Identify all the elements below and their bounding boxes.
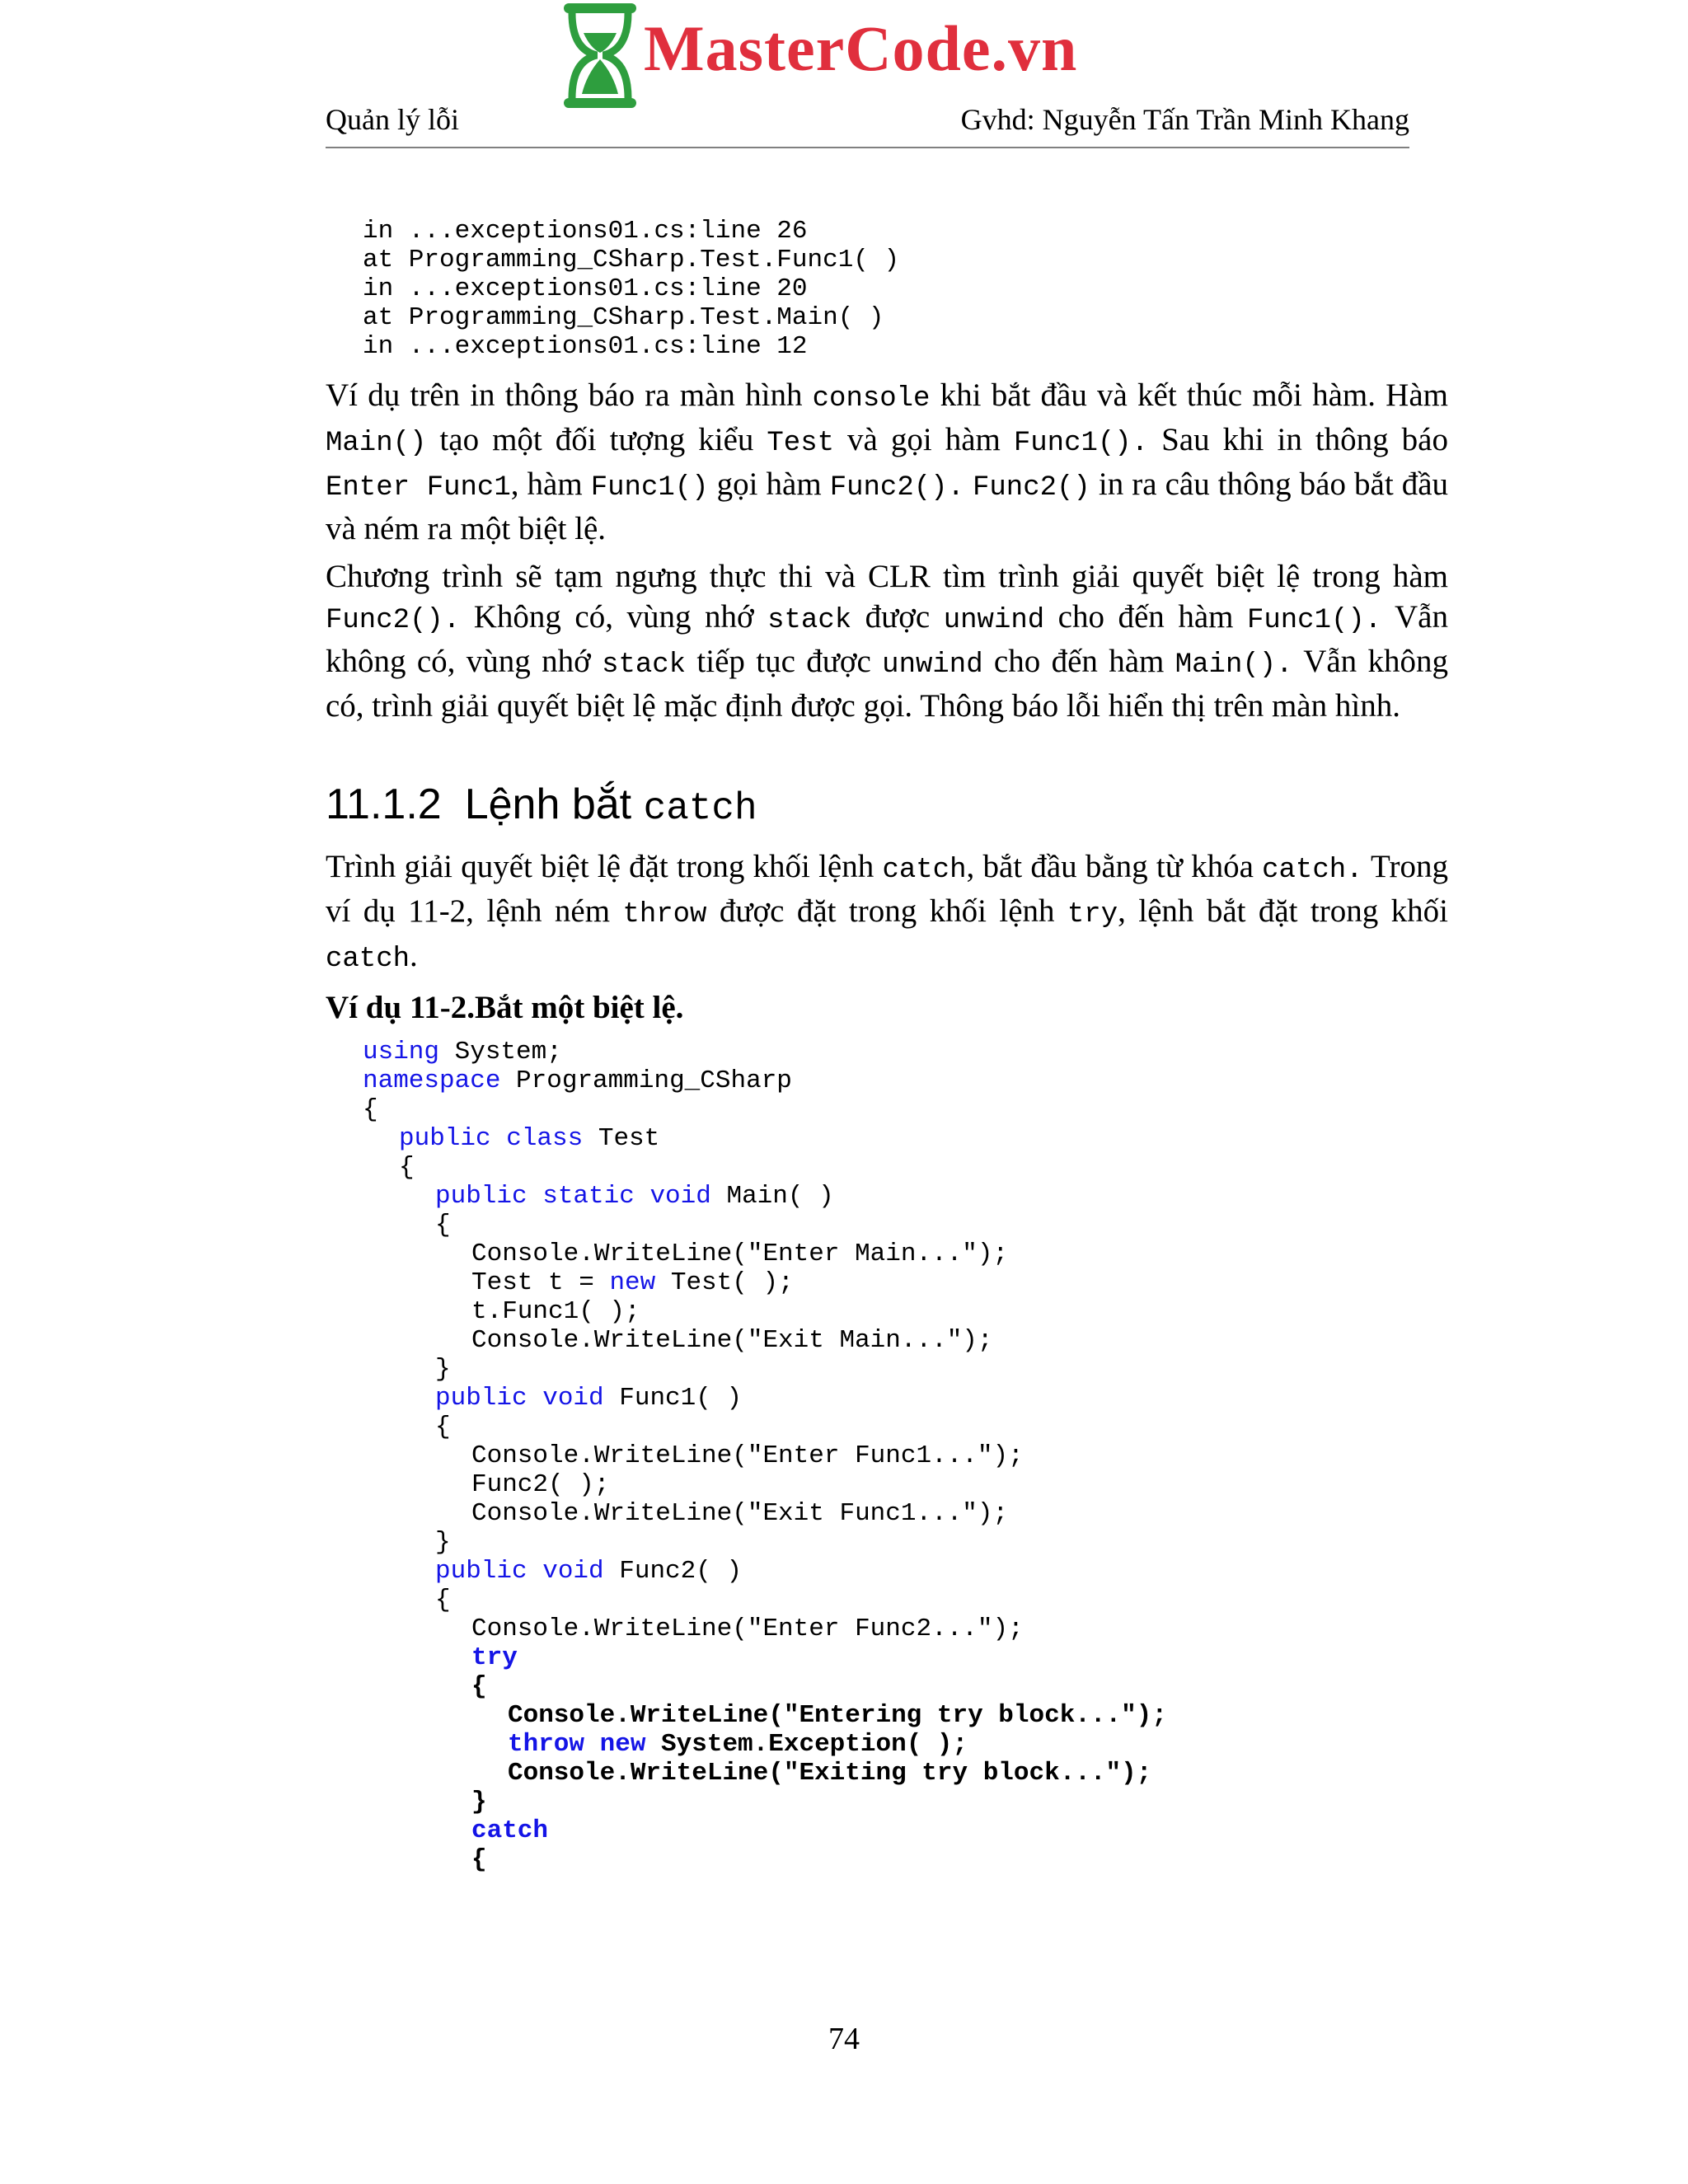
code-text: Main( ) (710, 1182, 834, 1211)
example-caption: Ví dụ 11-2.Bắt một biệt lệ. (326, 990, 684, 1025)
code-line (363, 1413, 1167, 1441)
code-text: } (435, 1528, 451, 1557)
code-line (363, 1326, 1167, 1355)
text: Sau khi in thông báo (1148, 422, 1448, 457)
code-line: at Programming_CSharp.Test.Main( ) (363, 303, 884, 332)
code-text (584, 1730, 600, 1759)
stack-trace-block (363, 217, 899, 361)
inline-code: try (1067, 899, 1118, 930)
text: , bắt đầu bằng từ khóa (966, 849, 1263, 884)
text: khi bắt đầu và kết thúc mỗi hàm. Hàm (930, 377, 1448, 413)
code-text: } (471, 1788, 487, 1816)
inline-code: Func1() (590, 472, 709, 504)
text: Vẫn không có, trình giải quyết biệt lệ mặc định được gọi. Thông báo lỗi hiển thị trên màn hình. (326, 644, 1449, 724)
text: được đặt trong khối lệnh (706, 893, 1067, 929)
code-line (363, 1470, 1167, 1499)
code-line (363, 1759, 1167, 1788)
code-text: Console.WriteLine("Enter Func1..."); (471, 1441, 1024, 1470)
code-text: System.Exception( ); (645, 1730, 968, 1759)
code-line (363, 1788, 1167, 1816)
header-chapter-title: Quản lý lỗi (326, 103, 459, 136)
inline-code: throw (622, 899, 707, 930)
code-line (363, 1384, 1167, 1413)
code-line (363, 1672, 1167, 1701)
logo-text: MasterCode.vn (644, 12, 1078, 84)
code-line (363, 1355, 1167, 1384)
code-text: Console.WriteLine("Entering try block..."); (508, 1701, 1167, 1730)
code-text: Console.WriteLine("Enter Func2..."); (471, 1615, 1024, 1643)
code-line (363, 1643, 1167, 1672)
header-divider (326, 147, 1409, 148)
code-line (363, 1124, 1167, 1153)
code-line (363, 1182, 1167, 1211)
code-line (363, 1845, 1167, 1874)
paragraph (326, 375, 1448, 549)
inline-code: catch (882, 855, 967, 886)
code-keyword: public void (435, 1384, 604, 1413)
page-number: 74 (828, 2022, 860, 2056)
code-text: { (435, 1413, 451, 1441)
code-text: { (435, 1586, 451, 1615)
text: Trình giải quyết biệt lệ đặt trong khối lệnh (326, 849, 883, 884)
inline-code: Func2() (973, 472, 1090, 504)
code-listing (363, 1038, 1167, 1874)
code-keyword: using (363, 1038, 440, 1066)
code-line: in ...exceptions01.cs:line 12 (363, 332, 808, 361)
code-keyword: public class (399, 1124, 584, 1153)
text: được (851, 599, 944, 635)
text: cho đến hàm (1044, 599, 1247, 635)
code-text: System; (439, 1038, 562, 1066)
code-keyword: new (609, 1268, 656, 1297)
inline-code: console (812, 383, 931, 415)
code-line (363, 1153, 1167, 1182)
section-heading (326, 780, 757, 830)
code-line (363, 1586, 1167, 1615)
inline-code: Func2(). (829, 472, 964, 504)
code-line: in ...exceptions01.cs:line 20 (363, 274, 808, 303)
text: Trong ví dụ 11-2, lệnh ném (326, 849, 1449, 929)
inline-code: unwind (943, 605, 1045, 636)
text: tiếp tục được (686, 644, 883, 679)
code-text: } (435, 1355, 451, 1384)
hourglass-icon (559, 0, 641, 111)
inline-code: Enter Func1 (326, 472, 511, 504)
code-text: Test (583, 1124, 660, 1153)
section-title: Lệnh bắt (464, 780, 644, 828)
code-text: { (471, 1672, 487, 1701)
text: Chương trình sẽ tạm ngưng thực thi và CLR tìm trình giải quyết biệt lệ trong hàm (326, 559, 1448, 594)
code-line (363, 1038, 1167, 1066)
inline-code: stack (602, 649, 687, 681)
paragraph (326, 556, 1448, 726)
code-keyword: try (471, 1643, 518, 1672)
code-text: Func2( ); (471, 1470, 610, 1499)
code-line (363, 1240, 1167, 1268)
code-text: Console.WriteLine("Exit Func1..."); (471, 1499, 1009, 1528)
code-text: Console.WriteLine("Enter Main..."); (471, 1240, 1009, 1268)
code-line (363, 1066, 1167, 1095)
paragraph (326, 846, 1448, 980)
code-text: Func2( ) (603, 1557, 743, 1586)
code-text: { (399, 1153, 415, 1182)
code-keyword: public void (435, 1557, 604, 1586)
inline-code: Func2(). (326, 605, 461, 636)
code-line (363, 1615, 1167, 1643)
code-text: Func1( ) (603, 1384, 743, 1413)
inline-code: unwind (882, 649, 983, 681)
code-keyword: new (599, 1730, 646, 1759)
inline-code: Main(). (1175, 649, 1293, 681)
code-keyword: namespace (363, 1066, 501, 1095)
text: cho đến hàm (982, 644, 1175, 679)
text: , hàm (510, 466, 591, 502)
text: Vẫn không có, vùng nhớ (326, 599, 1448, 679)
inline-code: Func1(). (1246, 605, 1382, 636)
code-text: Console.WriteLine("Exit Main..."); (471, 1326, 993, 1355)
code-line (363, 1816, 1167, 1845)
text: Không có, vùng nhớ (460, 599, 768, 635)
code-line (363, 1528, 1167, 1557)
text: gọi hàm (708, 466, 830, 502)
code-text: Test t = (471, 1268, 610, 1297)
code-keyword: throw (508, 1730, 585, 1759)
section-number: 11.1.2 (326, 780, 442, 828)
code-text: { (363, 1095, 378, 1124)
code-keyword: catch (471, 1816, 549, 1845)
inline-code: Main() (326, 428, 427, 459)
inline-code: catch (326, 944, 410, 975)
header-instructor: Gvhd: Nguyễn Tấn Trần Minh Khang (960, 103, 1409, 136)
text: Ví dụ trên in thông báo ra màn hình (326, 377, 813, 413)
code-line: at Programming_CSharp.Test.Func1( ) (363, 246, 900, 274)
code-line (363, 1441, 1167, 1470)
code-line (363, 1557, 1167, 1586)
text (964, 466, 973, 502)
inline-code: catch. (1262, 855, 1363, 886)
code-line (363, 1268, 1167, 1297)
code-line (363, 1211, 1167, 1240)
text: , lệnh bắt đặt trong khối (1118, 893, 1448, 929)
text: . (410, 938, 418, 973)
mastercode-logo (559, 0, 1103, 111)
code-text: t.Func1( ); (471, 1297, 640, 1326)
code-line (363, 1730, 1167, 1759)
text: in ra câu thông báo bắt đầu và ném ra một biệt lệ. (326, 466, 1449, 546)
code-line: in ...exceptions01.cs:line 26 (363, 217, 808, 246)
code-text: Console.WriteLine("Exiting try block..."); (508, 1759, 1152, 1788)
inline-code: Test (767, 428, 835, 459)
code-keyword: public static void (435, 1182, 711, 1211)
text: và gọi hàm (834, 422, 1014, 457)
code-line (363, 1499, 1167, 1528)
code-line (363, 1095, 1167, 1124)
inline-code: stack (767, 605, 852, 636)
section-keyword: catch (643, 787, 757, 830)
code-line (363, 1297, 1167, 1326)
code-text: Programming_CSharp (500, 1066, 792, 1095)
inline-code: Func1(). (1013, 428, 1149, 459)
text: tạo một đối tượng kiểu (426, 422, 767, 457)
code-text: { (471, 1845, 487, 1874)
code-text: { (435, 1211, 451, 1240)
code-text: Test( ); (655, 1268, 794, 1297)
code-line (363, 1701, 1167, 1730)
